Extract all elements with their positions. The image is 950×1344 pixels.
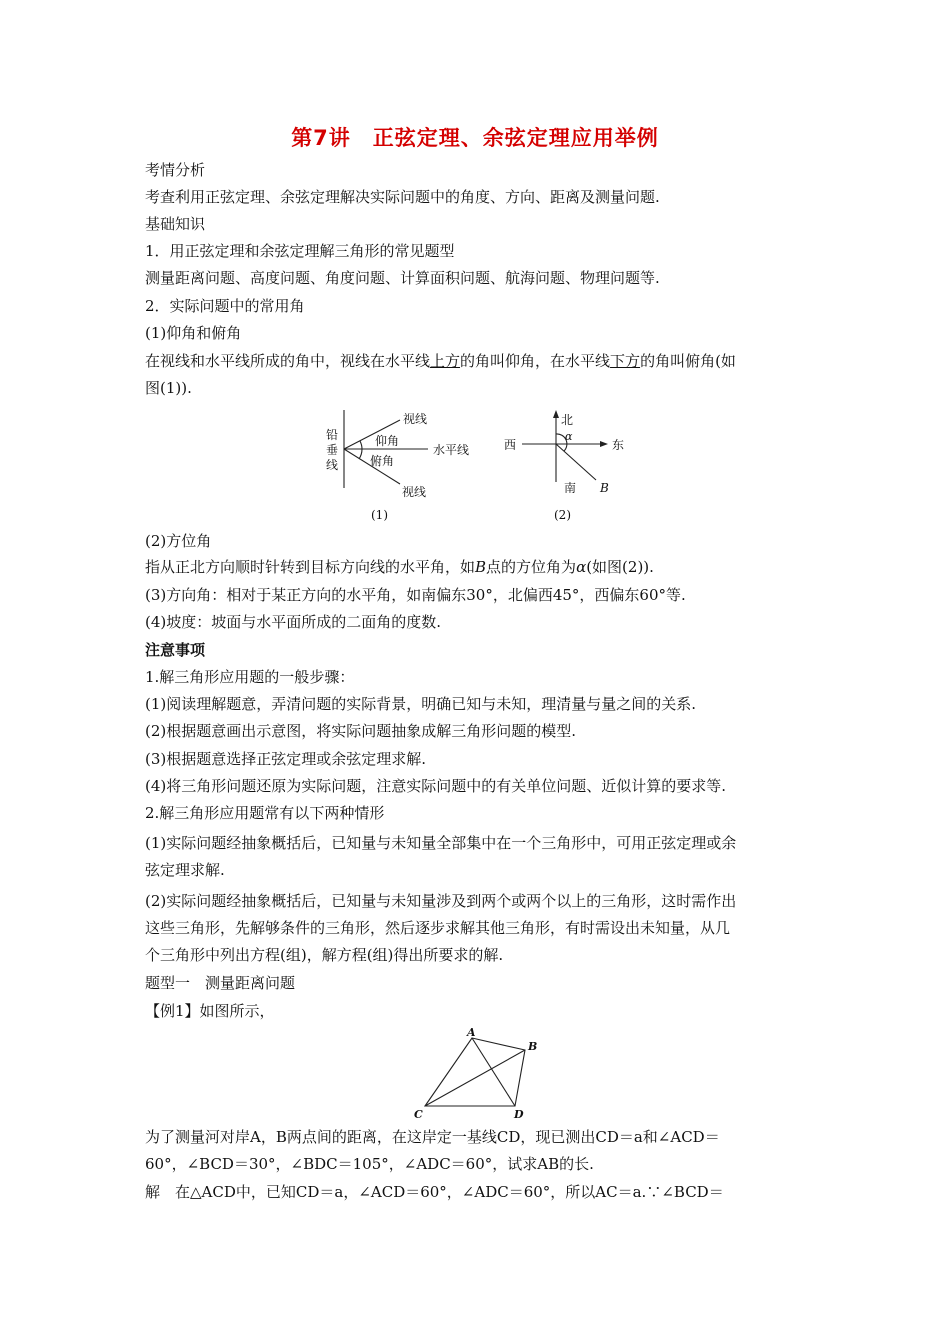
label-depression: 俯角 <box>370 454 395 468</box>
sub2-text-a: 指从正北方向顺时针转到目标方向线的水平角，如 <box>145 558 476 576</box>
sub1-paragraph <box>145 351 815 371</box>
label-alpha: α <box>565 430 573 443</box>
vertex-c-label: C <box>414 1108 423 1120</box>
note2-case1-line1: (1)实际问题经抽象概括后，已知量与未知量全部集中在一个三角形中，可用正弦定理或余 <box>145 834 737 852</box>
note2-case2-line1: (2)实际问题经抽象概括后，已知量与未知量涉及到两个或两个以上的三角形，这时需作出 <box>145 892 737 910</box>
vertex-b-label: B <box>528 1040 538 1053</box>
sub1-underline-below: 下方 <box>610 352 641 370</box>
sub4-text: (4)坡度：坡面与水平面所成的二面角的度数. <box>145 613 442 631</box>
sub3-text: (3)方向角：相对于某正方向的水平角，如南偏东30°，北偏西45°，西偏东60°等. <box>145 586 686 604</box>
section-heading-kaoqing: 考情分析 <box>145 161 206 179</box>
label-elevation: 仰角 <box>375 434 400 448</box>
sub1-text-a: 在视线和水平线所成的角中，视线在水平线 <box>145 352 431 370</box>
caption-fig1: (1) <box>371 508 388 522</box>
figure-quadrilateral <box>410 1028 545 1120</box>
item2-title: 2．实际问题中的常用角 <box>145 297 305 315</box>
elevation-arc <box>360 441 362 449</box>
label-east: 东 <box>612 438 625 452</box>
quadrilateral-abdc <box>425 1038 525 1106</box>
item1-title: 1．用正弦定理和余弦定理解三角形的常见题型 <box>145 242 455 260</box>
note1-step4: (4)将三角形问题还原为实际问题，注意实际问题中的有关单位问题、近似计算的要求等. <box>145 777 727 795</box>
sub2-text-e: (如图(2)). <box>586 558 654 576</box>
note1-step2: (2)根据题意画出示意图，将实际问题抽象成解三角形问题的模型. <box>145 722 577 740</box>
sub1-underline-above: 上方 <box>430 352 461 370</box>
east-arrowhead <box>600 441 608 447</box>
example1-heading: 【例1】如图所示， <box>145 1002 275 1020</box>
plumb-label-1: 铅 <box>326 428 339 442</box>
note2-title: 2.解三角形应用题常有以下两种情形 <box>145 804 385 822</box>
example1-text-line2: 60°，∠BCD＝30°，∠BDC＝105°，∠ADC＝60°，试求AB的长. <box>145 1155 594 1173</box>
note2-case1-line2: 弦定理求解. <box>145 861 225 879</box>
note1-step3: (3)根据题意选择正弦定理或余弦定理求解. <box>145 750 427 768</box>
note1-title: 1.解三角形应用题的一般步骤： <box>145 668 355 686</box>
label-west: 西 <box>504 438 517 452</box>
sub1-text-b: 的角叫仰角，在水平线 <box>460 352 611 370</box>
diagonal-ad <box>472 1038 515 1106</box>
note1-step1: (1)阅读理解题意，弄清问题的实际背景，明确已知与未知，理清量与量之间的关系. <box>145 695 697 713</box>
section-heading-zhuyi: 注意事项 <box>145 641 206 659</box>
sub2-title: (2)方位角 <box>145 532 212 550</box>
label-b: B <box>600 481 609 495</box>
vertex-d-label: D <box>514 1108 524 1120</box>
sub2-var-alpha: α <box>576 558 587 576</box>
label-sight-lower: 视线 <box>402 485 427 499</box>
page-title: 第7讲 正弦定理、余弦定理应用举例 <box>291 126 659 150</box>
example1-text-line1: 为了测量河对岸A，B两点间的距离，在这岸定一基线CD，现已测出CD＝a和∠ACD＝ <box>145 1128 720 1146</box>
sub1-continuation: 图(1)). <box>145 379 192 397</box>
figure-angles <box>318 410 648 530</box>
plumb-label-2: 垂 <box>326 443 339 457</box>
section-heading-jichu: 基础知识 <box>145 215 206 233</box>
sub1-text-c: 的角叫俯角(如 <box>640 352 736 370</box>
tixing1-heading: 题型一 测量距离问题 <box>145 974 296 992</box>
caption-fig2: (2) <box>554 508 571 522</box>
note2-case2-line3: 个三角形中列出方程(组)，解方程(组)得出所要求的解. <box>145 946 504 964</box>
solution-text: 解 在△ACD中，已知CD＝a，∠ACD＝60°，∠ADC＝60°，所以AC＝a.∵∠BCD＝ <box>145 1183 724 1201</box>
sub2-paragraph <box>145 557 815 577</box>
kaoqing-text: 考查利用正弦定理、余弦定理解决实际问题中的角度、方向、距离及测量问题. <box>145 188 660 206</box>
vertex-a-label: A <box>467 1028 476 1039</box>
north-arrowhead <box>553 410 559 418</box>
label-north: 北 <box>561 413 574 427</box>
label-horizontal: 水平线 <box>433 443 470 457</box>
depression-arc <box>359 449 362 459</box>
note2-case2-line2: 这些三角形，先解够条件的三角形，然后逐步求解其他三角形，有时需设出未知量，从几 <box>145 919 731 937</box>
sub2-text-c: 点的方位角为 <box>486 558 577 576</box>
label-sight-upper: 视线 <box>403 412 428 426</box>
plumb-label-3: 线 <box>326 458 339 472</box>
sub2-var-b: B <box>475 558 487 576</box>
sub1-title: (1)仰角和俯角 <box>145 324 242 342</box>
label-south: 南 <box>564 481 577 495</box>
item1-text: 测量距离问题、高度问题、角度问题、计算面积问题、航海问题、物理问题等. <box>145 269 660 287</box>
direction-line-b <box>556 444 596 480</box>
